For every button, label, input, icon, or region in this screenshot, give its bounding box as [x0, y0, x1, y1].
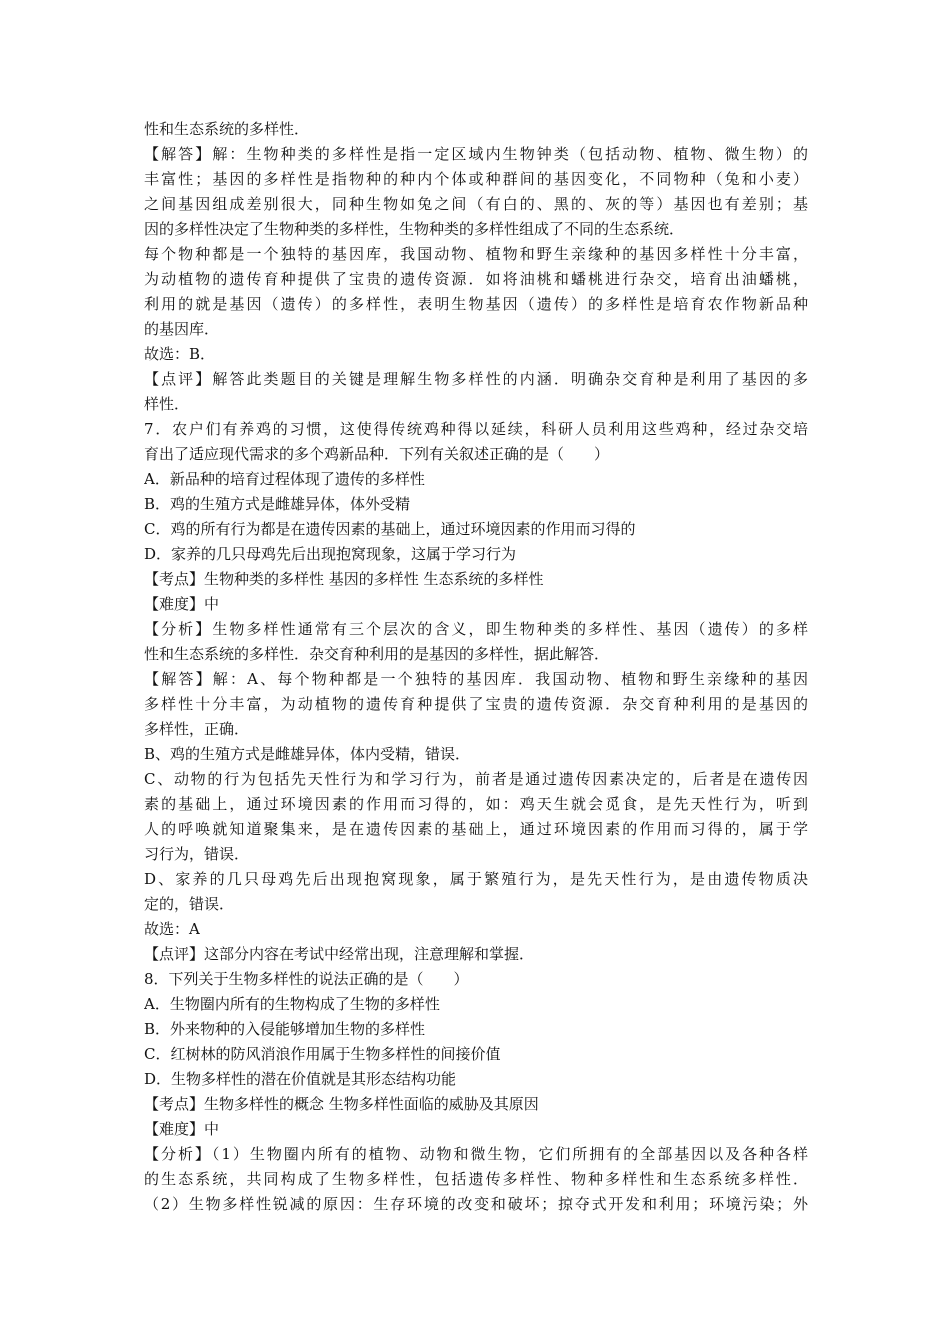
- text-line: B．鸡的生殖方式是雌雄异体，体外受精: [144, 495, 411, 513]
- text-line: 7．农户们有养鸡的习惯，这使得传统鸡种得以延续，科研人员利用这些鸡种，经过杂交培: [144, 420, 808, 438]
- text-line: 之间基因组成差别很大，同种生物如兔之间（有白的、黑的、灰的等）基因也有差别；基: [144, 195, 808, 213]
- text-line: 每个物种都是一个独特的基因库，我国动物、植物和野生亲缘种的基因多样性十分丰富，: [144, 245, 808, 263]
- text-line: 【分析】（1）生物圈内所有的植物、动物和微生物，它们所拥有的全部基因以及各种各样: [144, 1145, 808, 1163]
- text-line: 性和生态系统的多样性．杂交育种利用的是基因的多样性，据此解答．: [144, 645, 610, 663]
- text-line: 素的基础上，通过环境因素的作用而习得的，如：鸡天生就会觅食，是先天性行为，听到: [144, 795, 808, 813]
- text-line: 多样性十分丰富，为动植物的遗传育种提供了宝贵的遗传资源．杂交育种利用的是基因的: [144, 695, 808, 713]
- document-body: [144, 117, 808, 1217]
- text-line: C、动物的行为包括先天性行为和学习行为，前者是通过遗传因素决定的，后者是在遗传因: [144, 770, 808, 788]
- text-line: 的生态系统，共同构成了生物多样性，包括遗传多样性、物种多样性和生态系统多样性．: [144, 1170, 808, 1188]
- text-line: 多样性，正确．: [144, 720, 250, 738]
- text-line: 【点评】这部分内容在考试中经常出现，注意理解和掌握．: [144, 945, 535, 963]
- text-line: D．生物多样性的潜在价值就是其形态结构功能: [144, 1070, 457, 1088]
- text-line: 【解答】解：生物种类的多样性是指一定区域内生物钟类（包括动物、植物、微生物）的: [144, 145, 808, 163]
- text-line: 【考点】生物种类的多样性 基因的多样性 生态系统的多样性: [144, 570, 544, 588]
- text-line: C．红树林的防风消浪作用属于生物多样性的间接价值: [144, 1045, 501, 1063]
- text-line: 【难度】中: [144, 1120, 220, 1138]
- text-line: 丰富性；基因的多样性是指物种的种内个体或种群间的基因变化，不同物种（兔和小麦）: [144, 170, 808, 188]
- text-line: （2）生物多样性锐减的原因：生存环境的改变和破坏；掠夺式开发和利用；环境污染；外: [144, 1195, 808, 1213]
- text-line: 【考点】生物多样性的概念 生物多样性面临的威胁及其原因: [144, 1095, 539, 1113]
- text-line: 为动植物的遗传育种提供了宝贵的遗传资源．如将油桃和蟠桃进行杂交，培育出油蟠桃，: [144, 270, 808, 288]
- text-line: 故选：B．: [144, 345, 216, 363]
- text-line: 【难度】中: [144, 595, 220, 613]
- text-line: B．外来物种的入侵能够增加生物的多样性: [144, 1020, 426, 1038]
- text-line: 育出了适应现代需求的多个鸡新品种．下列有关叙述正确的是（ ）: [144, 445, 610, 463]
- text-line: A．生物圈内所有的生物构成了生物的多样性: [144, 995, 440, 1013]
- text-line: B、鸡的生殖方式是雌雄异体，体内受精，错误．: [144, 745, 471, 763]
- text-line: 利用的就是基因（遗传）的多样性，表明生物基因（遗传）的多样性是培育农作物新品种: [144, 295, 808, 313]
- text-line: D、家养的几只母鸡先后出现抱窝现象，属于繁殖行为，是先天性行为，是由遗传物质决: [144, 870, 808, 888]
- text-line: 【解答】解：A、每个物种都是一个独特的基因库．我国动物、植物和野生亲缘种的基因: [144, 670, 808, 688]
- text-line: 人的呼唤就知道聚集来，是在遗传因素的基础上，通过环境因素的作用而习得的，属于学: [144, 820, 808, 838]
- text-line: A．新品种的培育过程体现了遗传的多样性: [144, 470, 425, 488]
- text-line: 定的，错误．: [144, 895, 235, 913]
- text-line: 【分析】生物多样性通常有三个层次的含义，即生物种类的多样性、基因（遗传）的多样: [144, 620, 808, 638]
- text-line: 样性．: [144, 395, 190, 413]
- text-line: 8．下列关于生物多样性的说法正确的是（ ）: [144, 970, 469, 988]
- text-line: 故选：A: [144, 920, 200, 938]
- text-line: 的基因库．: [144, 320, 220, 338]
- text-line: C．鸡的所有行为都是在遗传因素的基础上，通过环境因素的作用而习得的: [144, 520, 636, 538]
- text-line: 习行为，错误．: [144, 845, 250, 863]
- text-line: 因的多样性决定了生物种类的多样性，生物种类的多样性组成了不同的生态系统．: [144, 220, 685, 238]
- text-line: D．家养的几只母鸡先后出现抱窝现象，这属于学习行为: [144, 545, 517, 563]
- text-line: 性和生态系统的多样性．: [144, 120, 310, 138]
- text-line: 【点评】解答此类题目的关键是理解生物多样性的内涵．明确杂交育种是利用了基因的多: [144, 370, 808, 388]
